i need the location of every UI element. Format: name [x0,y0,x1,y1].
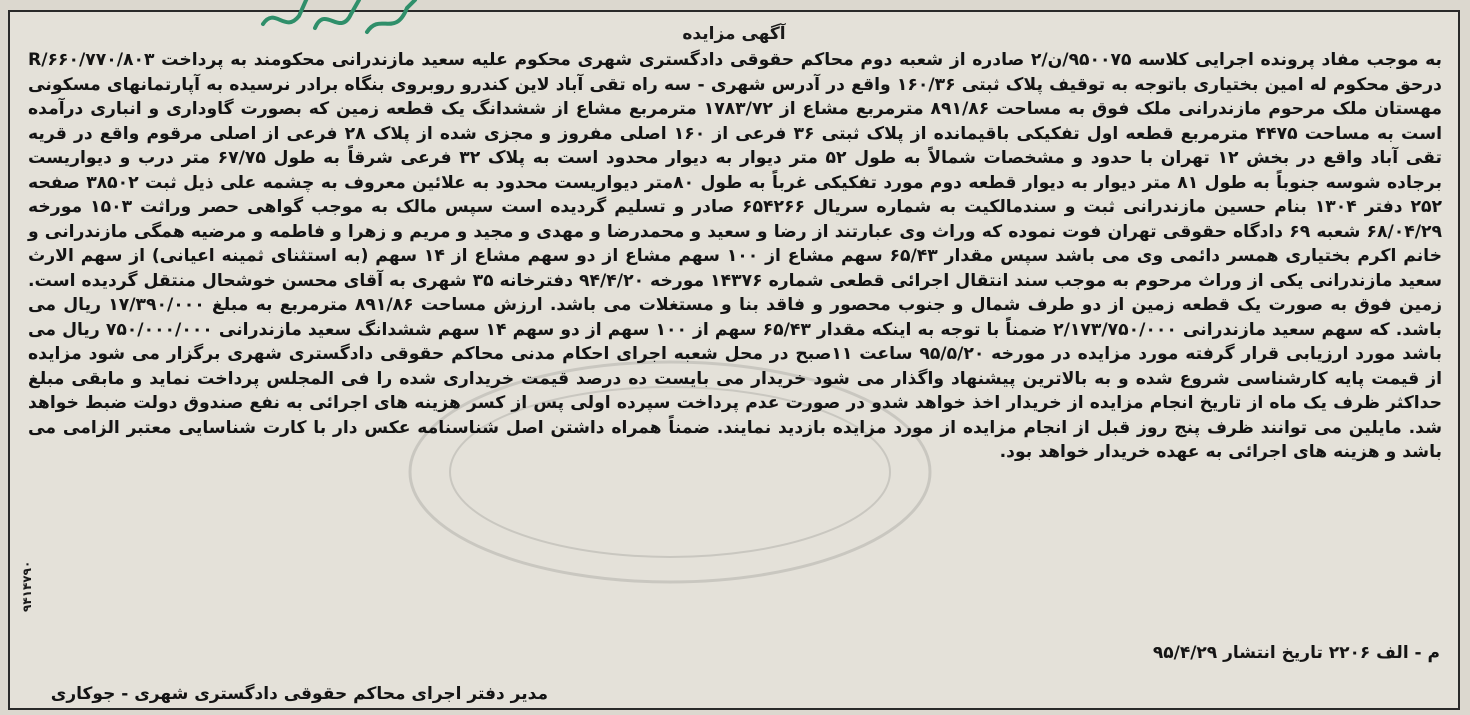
notice-title: آگهی مزایده [682,24,786,44]
notice-frame [8,10,1460,710]
handwritten-mark [255,0,425,44]
side-code: ۹۴۱۴۷۹۰ [20,560,34,612]
notice-body: به موجب مفاد پرونده اجرایی کلاسه ۹۵۰۰۷۵/ن/۲ صادره از شعبه دوم محاکم حقوقی دادگستری شهری محکوم علیه سعید مازندرانی محکومند به پرداخت ۶۶۰/۷۷۰/۸۰۳/R درحق محکوم له امین بختیاری باتوجه به توقیف پلاک ثبتی ۱۶۰/۳۶ واقع در آدرس شهری - سه راه تقی آباد لاین کندرو روبروی بنگاه برادر نرسیده به آپارتمانهای مسکونی مهستان ملک مرحوم مازندرانی ملک فوق به مساحت ۸۹۱/۸۶ مترمربع مشاع از ۱۷۸۳/۷۲ مترمربع مشاع از ششدانگ یک قطعه زمین که بصورت گاوداری و انباری درآمده است به مساحت ۴۴۷۵ مترمربع قطعه اول تفکیکی باقیمانده از پلاک ثبتی ۳۶ فرعی از ۱۶۰ اصلی مفروز و مجزی شده از پلاک ۲۸ فرعی از اصلی مرقوم واقع در قریه تقی آباد واقع در بخش ۱۲ تهران با حدود و مشخصات شمالاً به طول ۵۲ متر دیوار به دیوار محدود است به پلاک ۳۲ فرعی شرقاً به طول ۶۷/۷۵ متر درب و دیواریست برجاده شوسه جنوباً به طول ۸۱ متر دیوار به دیوار قطعه دوم مورد تفکیکی غرباً به طول ۸۰متر دیواریست محدود به علائین معروف به چشمه علی ذیل ثبت ۳۸۵۰۲ صفحه ۲۵۲ دفتر ۱۳۰۴ بنام حسین مازندرانی ثبت و سندمالکیت به شماره سریال ۶۵۴۲۶۶ صادر و تسلیم گردیده است سپس مالک به موجب گواهی حصر وراثت ۱۵۰۳ مورخه ۶۸/۰۴/۲۹ شعبه ۶۹ دادگاه حقوقی تهران فوت نموده که وراث وی عبارتند از رضا و سعید و محمدرضا و مهدی و مجید و مریم و زهرا و فاطمه و مرضیه همگی مازندرانی و خانم اکرم بختیاری همسر دائمی وی می باشد سپس مقدار ۶۵/۴۳ سهم مشاع از ۱۰۰ سهم مشاع از دو سهم مشاع از ۱۴ سهم (به استثنای ثمینه اعیانی) از سهم الارث سعید مازندرانی یکی از وراث مرحوم به موجب سند انتقال اجرائی قطعی شماره ۱۴۳۷۶ مورخه ۹۴/۴/۲۰ دفترخانه ۳۵ شهری به آقای محسن خوشحال منتقل گردیده است. زمین فوق به صورت یک قطعه زمین از دو طرف شمال و جنوب محصور و فاقد بنا و مستغلات می باشد. ارزش مساحت ۸۹۱/۸۶ مترمربع به مبلغ ۱۷/۳۹۰/۰۰۰ ریال می باشد. که سهم سعید مازندرانی ۲/۱۷۳/۷۵۰/۰۰۰ ضمناً با توجه به اینکه مقدار ۶۵/۴۳ سهم از ۱۰۰ سهم از دو سهم ۱۴ سهم ششدانگ سعید مازندرانی ۷۵۰/۰۰۰/۰۰۰ ریال می باشد مورد ارزیابی قرار گرفته مورد مزایده در مورخه ۹۵/۵/۲۰ ساعت ۱۱صبح در محل شعبه اجرای احکام مدنی محاکم حقوقی دادگستری شهری برگزار می شود مزایده از قیمت پایه کارشناسی شروع شده و به بالاترین پیشنهاد واگذار می شود خریدار می بایست ده درصد قیمت خریداری شده را فی المجلس پرداخت نماید و مابقی مبلغ حداکثر ظرف یک ماه از تاریخ انجام مزایده از خریدار اخذ خواهد شدو در صورت عدم پرداخت سپرده اولی پس از کسر هزینه های اجرائی به نفع صندوق دولت ضبط خواهد شد. مایلین می توانند ظرف پنج روز قبل از انجام مزایده از مورد مزایده بازدید نمایند. ضمناً همراه داشتن اصل شناسنامه عکس دار با کارت شناسایی معتبر الزامی می باشد و هزینه های اجرائی به عهده خریدار خواهد بود. [28,50,1443,462]
signature-line: مدیر دفتر اجرای محاکم حقوقی دادگستری شهری - جوکاری [50,684,548,704]
publication-line: م - الف ۲۲۰۶ تاریخ انتشار ۹۵/۴/۲۹ [1152,643,1440,663]
